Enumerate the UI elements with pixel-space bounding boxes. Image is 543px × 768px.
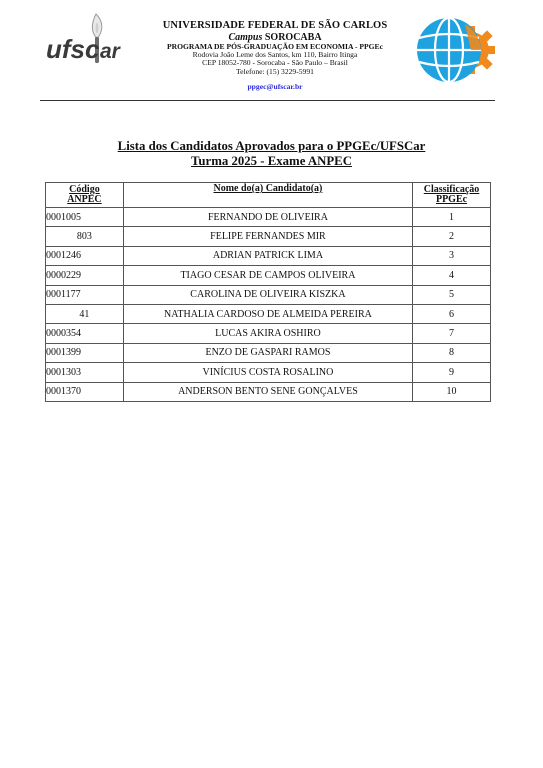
header-rank-ppgec (413, 183, 491, 208)
code-cell: 0001399 (46, 343, 124, 362)
table-row (46, 266, 491, 285)
phone-line: Telefone: (15) 3229-5991 (236, 66, 314, 76)
rank-cell: 1 (413, 208, 491, 227)
campus-line (140, 32, 410, 43)
header-candidate-name: Nome do(a) Candidato(a) (123, 183, 412, 208)
table-row (46, 382, 491, 401)
header-code-anpec (46, 183, 124, 208)
campus-prefix: Campus (228, 31, 263, 43)
code-cell: 0001303 (46, 363, 124, 382)
rank-cell: 7 (413, 324, 491, 343)
code-cell: 0001005 (46, 208, 124, 227)
name-cell: ADRIAN PATRICK LIMA (123, 246, 412, 265)
document-title (0, 139, 543, 168)
name-cell: LUCAS AKIRA OSHIRO (123, 324, 412, 343)
table-row (46, 304, 491, 323)
svg-text:ar: ar (100, 40, 120, 63)
approved-candidates-table (45, 182, 491, 402)
code-cell: 0001246 (46, 246, 124, 265)
table-row (46, 285, 491, 304)
code-cell: 803 (46, 227, 124, 246)
table-row (46, 227, 491, 246)
code-cell: 0001370 (46, 382, 124, 401)
title-line-2: Turma 2025 - Exame ANPEC (191, 153, 352, 168)
institution-header (140, 20, 410, 94)
ufscar-torch-logo-icon (44, 8, 130, 74)
code-cell: 41 (46, 304, 124, 323)
svg-text:ufsc: ufsc (46, 34, 100, 64)
header-divider (40, 100, 495, 101)
rank-cell: 10 (413, 382, 491, 401)
name-cell: VINÍCIUS COSTA ROSALINO (123, 363, 412, 382)
ppgec-logo (413, 8, 497, 92)
table-row (46, 208, 491, 227)
cep-line: CEP 18052-780 - Sorocaba - São Paulo – Brasil (202, 58, 348, 68)
table-row (46, 246, 491, 265)
table-row (46, 343, 491, 362)
code-cell: 0001177 (46, 285, 124, 304)
title-line-1: Lista dos Candidatos Aprovados para o PPGEc/UFSCar (117, 139, 426, 153)
header-code-line2: ANPEC (67, 194, 102, 205)
header-rank-line1: Classificação (423, 183, 480, 195)
name-cell: ENZO DE GASPARI RAMOS (123, 343, 412, 362)
rank-cell: 3 (413, 246, 491, 265)
rank-cell: 2 (413, 227, 491, 246)
header-code-line1: Código (69, 183, 100, 195)
table-row (46, 363, 491, 382)
address-line: Rodovia João Leme dos Santos, km 110, Bairro Itinga (192, 49, 358, 59)
program-name: PROGRAMA DE PÓS-GRADUAÇÃO EM ECONOMIA - PPGEc (167, 41, 383, 51)
name-cell: FERNANDO DE OLIVEIRA (123, 208, 412, 227)
name-cell: TIAGO CESAR DE CAMPOS OLIVEIRA (123, 266, 412, 285)
code-cell: 0000229 (46, 266, 124, 285)
name-cell: CAROLINA DE OLIVEIRA KISZKA (123, 285, 412, 304)
ufscar-logo (44, 8, 130, 74)
university-name: UNIVERSIDADE FEDERAL DE SÃO CARLOS (162, 20, 388, 31)
code-cell: 0000354 (46, 324, 124, 343)
campus-name: SOROCABA (264, 31, 322, 43)
rank-cell: 8 (413, 343, 491, 362)
rank-cell: 9 (413, 363, 491, 382)
email-link[interactable]: ppgec@ufscar.br (247, 81, 303, 91)
rank-cell: 6 (413, 304, 491, 323)
rank-cell: 5 (413, 285, 491, 304)
table-row (46, 324, 491, 343)
rank-cell: 4 (413, 266, 491, 285)
name-cell: ANDERSON BENTO SENE GONÇALVES (123, 382, 412, 401)
name-cell: FELIPE FERNANDES MIR (123, 227, 412, 246)
name-cell: NATHALIA CARDOSO DE ALMEIDA PEREIRA (123, 304, 412, 323)
table-header-row (46, 183, 491, 208)
header-rank-line2: PPGEc (435, 194, 468, 205)
globe-gear-icon (413, 8, 497, 92)
